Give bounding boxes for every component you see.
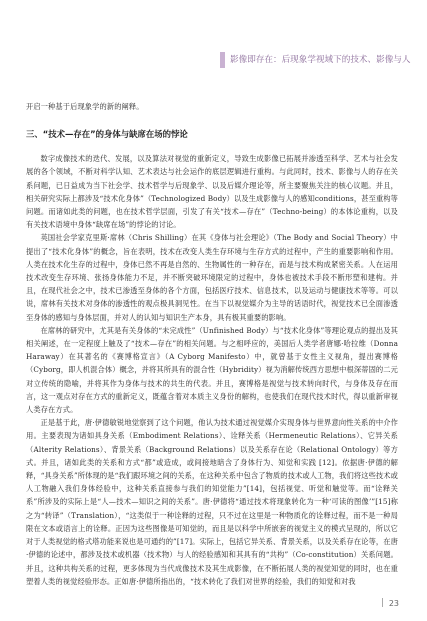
paragraph-2: 英国社会学家克里斯·席林（Chris Shilling）在其《身体与社会理论》（The Body and Social Theory）中提出了“技术化身体”的概念，旨在表明，技术在改变人类生存环境与生存方式的过程中，产生的重要影响和作用。人类在技术化生存的过程中，身体已然不再是自然的、生物属性的一种存在，而是与技术构成紧密关系。人在运用技术改变生存环境、张扬身体能力不足，并不断突破环境限定的过程中，身体也被技术手段不断形塑和建构。并且，在现代社会之中，技术已渗透至身体的各个方面，包括医疗技术、信息技术，以及运动与健康技术等等。可以说，席林有关技术对身体的渗透性的观点极具洞见性。在当下以视觉媒介为主导的话语时代，视觉技术已全面渗透至身体的感知与身体层面，并对人的认知与知识生产本身，具有极其重要的影响。 [26, 233, 398, 322]
page-footer [382, 598, 399, 608]
article-body [26, 100, 398, 588]
running-title: 影像即存在：后现象学视域下的技术、影像与人 [230, 55, 411, 65]
paragraph-continuation: 开启一种基于后现象学的新的阐释。 [26, 102, 144, 111]
paragraph-4: 正是基于此，唐·伊德敏锐地觉察到了这个问题，他认为技术通过视觉媒介实现身体与世界意向性关系的中介作用。主要表现为诸如具身关系（Embodiment Relations）、诠释关系（Hermeneutic Relations）、它异关系（Alterity Relations）、背景关系（Background Relations）以及关系存在论（Relational Ontology）等方式。并且，诸如此类的关系和方式“都”或造成，或间接地暗含了身体行为、知觉和实践 [12]。依据唐·伊德的解释，“具身关系”所体现的是“我们跟环境之间的关系，在这种关系中包含了物质的技术或人工物，我们将这些技术或人工物融入我们身体经验中，这种关系直接参与我们的知觉能力”[14]，包括视觉、听觉和触觉等。而“诠释关系”所涉及的实际上是“人—技术—知识之间的关系”。唐·伊德将“通过技术将现象转化为一种‘可读的图像’”[15]称之为“转译”（Translation），“这类似于一种诠释的过程，只不过在这里是一种物质化的诠释过程，而不是一种局限在文本或语言上的诠释。正因为这些图像是可知觉的，而且是以科学中所嵌套的视觉主义的模式呈现的，所以它对于人类视觉的格式塔功能来说也是可通约的”[17]。实际上，包括它异关系、背景关系，以及关系存在论等，在唐·伊德的论述中，都涉及技术或机器（技术物）与人的经验感知和其具有的“共构”（Co-constitution）关系问题。并且，这种共构关系的过程，更多体现为当代成像技术及其生成影像，在不断拓展人类的视觉知觉的同时，也在重塑着人类的视觉经验形态。正如唐·伊德所指出的，“技术转化了我们对世界的经验，我们的知觉和对我 [26, 418, 398, 586]
running-header [220, 52, 420, 68]
paragraph-1: 数字成像技术的迭代、发展，以及算法对视觉的重新定义，导致生成影像已拓展并渗透至科学、艺术与社会发展的各个领域，不断对科学认知、艺术表达与社会运作的底层逻辑进行重构。与此同时，技术、影像与人的存在关系问题，已日益成为当下社会学、技术哲学与后现象学、以及后媒介理论等，所主要聚焦关注的核心议题。并且，相关研究实际上都涉及“技术化身体”（Technologized Body）以及生成影像与人的感知conditions，甚至重构等问题。而诸如此类的问题，也在技术哲学层面，引发了有关“技术—存在”（Techno-being）的本体论重构，以及有关技术语境中身体“缺席在场”的悖论的讨论。 [26, 154, 398, 230]
footer-rule [382, 598, 383, 607]
page-number: 23 [388, 599, 399, 608]
paragraph-3: 在席林的研究中，尤其是有关身体的“未完成性”（Unfinished Body）与“技术化身体”等理论观点的提出及其相关阐述，在一定程度上触及了“技术—存在”的相关问题。与之相呼应的，美国后人类学者唐娜·哈拉维（Donna Haraway）在其著名的《赛博格宣言》（A Cyborg Manifesto）中，就曾基于女性主义视角，提出赛博格（Cyborg，即人机混合体）概念，并将其所具有的混合性（Hybridity）视为消解传统西方思想中根深蒂固的二元对立传统的隐喻，并将其作为身体与技术的共生的代表。并且，赛博格是视觉与技术转向时代，与身体及存在而言，这一观点对存在方式的重新定义，既蕴含着对本质主义身份的解构，也使我们在现代技术时代，得以重新审视人类存在方式。 [26, 325, 398, 415]
section-heading: 三、“技术—存在”的身体与缺席在场的悖论 [26, 129, 188, 140]
header-accent-bar [220, 52, 225, 68]
